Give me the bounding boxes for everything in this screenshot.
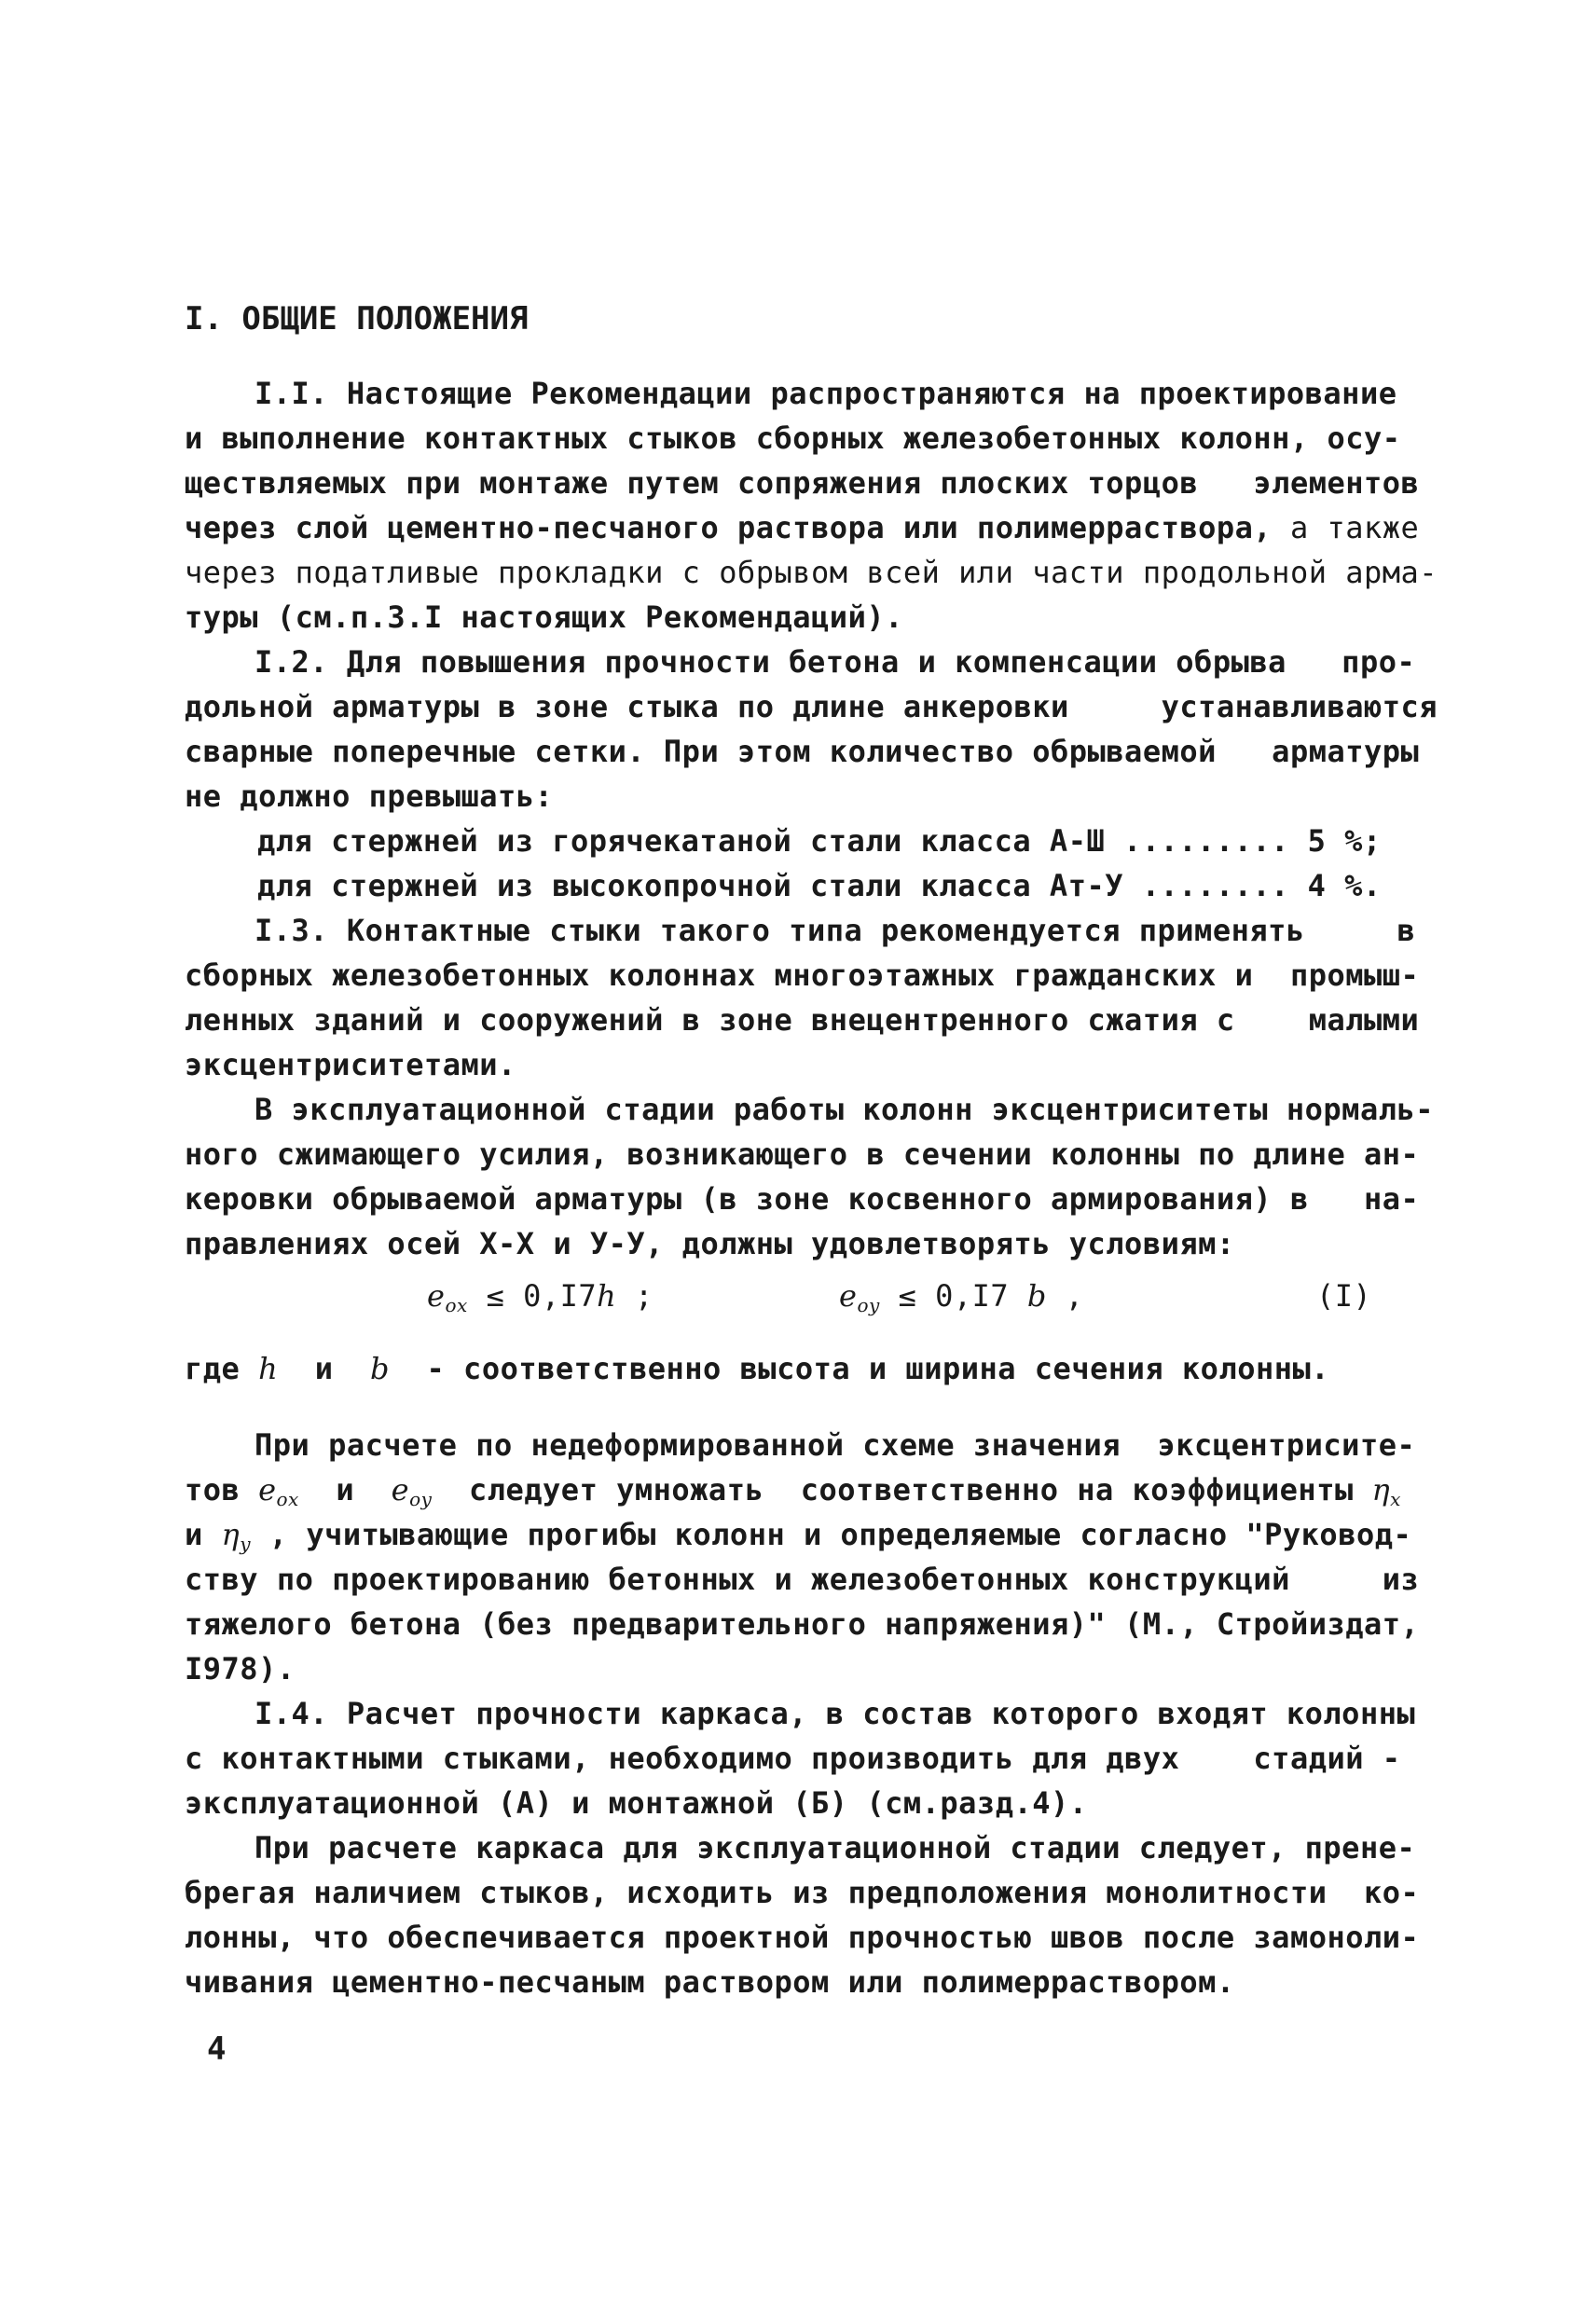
text-line: При расчете каркаса для эксплуатационной стадии следует, прене- [255, 1830, 1416, 1866]
text-line: и $\eta_y$ , учитывающие прогибы колонн и определяемые согласно "Руковод- [185, 1517, 1412, 1555]
text-line: I.3. Контактные стыки такого типа рекомендуется применять в [255, 913, 1416, 948]
formula-condition-x: $e_{ox} \le 0,I7h$ ; [427, 1278, 654, 1316]
text-line: дольной арматуры в зоне стыка по длине анкеровки устанавливаются [185, 689, 1438, 724]
section-heading: I. ОБЩИЕ ПОЛОЖЕНИЯ [185, 300, 529, 337]
text-line: В эксплуатационной стадии работы колонн эксцентриситеты нормаль- [255, 1092, 1434, 1127]
text-line: для стержней из высокопрочной стали класса Ат-У ........ 4 %. [257, 868, 1382, 903]
text-line: туры (см.п.3.I настоящих Рекомендаций). [185, 599, 903, 635]
text-line: чивания цементно-песчаным раствором или полимерраствором. [185, 1964, 1235, 2000]
text-line: При расчете по недеформированной схеме значения эксцентриситe- [255, 1427, 1416, 1463]
text-line: для стержней из горячекатаной стали класса А-Ш ......... 5 %; [257, 823, 1382, 859]
text-line: сборных железобетонных колоннах многоэтажных гражданских и промыш- [185, 957, 1420, 993]
text-line: с контактными стыками, необходимо производить для двух стадий - [185, 1741, 1401, 1776]
page-number: 4 [207, 2031, 227, 2068]
text-line: I.4. Расчет прочности каркаса, в состав которого входят колонны [255, 1696, 1416, 1731]
text-line: I.2. Для повышения прочности бетона и компенсации обрыва про- [255, 644, 1416, 680]
text-line: и выполнение контактных стыков сборных железобетонных колонн, осу- [185, 420, 1401, 456]
text-line: сварные поперечные сетки. При этом количество обрываемой арматуры [185, 734, 1420, 769]
formula-number: (I) [1316, 1278, 1372, 1314]
text-line: не должно превышать: [185, 778, 554, 814]
text-line: ного сжимающего усилия, возникающего в сечении колонны по длине ан- [185, 1136, 1420, 1172]
text-line: эксцентриситетами. [185, 1047, 516, 1082]
text-line: эксплуатационной (А) и монтажной (Б) (см.разд.4). [185, 1785, 1088, 1821]
text-line: ленных зданий и сооружений в зоне внецентренного сжатия с малыми [185, 1002, 1420, 1038]
text-line: ществляемых при монтаже путем сопряжения плоских торцов элементов [185, 465, 1420, 501]
text-line: где h и b - соответственно высота и ширина сечения колонны. [185, 1351, 1330, 1386]
text-line: правлениях осей Х-Х и У-У, должны удовлетворять условиям: [185, 1226, 1235, 1261]
text-line: через податливые прокладки с обрывом всей или части продольной арма- [185, 555, 1438, 590]
text-line: тяжелого бетона (без предварительного напряжения)" (М., Стройиздат, [185, 1606, 1420, 1642]
text-line: лонны, что обеспечивается проектной прочностью швов после замоноли- [185, 1920, 1420, 1955]
text-line: керовки обрываемой арматуры (в зоне косвенного армирования) в на- [185, 1181, 1420, 1217]
text-line: ству по проектированию бетонных и железобетонных конструкций из [185, 1562, 1420, 1597]
text-line: брегая наличием стыков, исходить из предположения монолитности ко- [185, 1875, 1420, 1910]
text-line: тов $e_{ox}$ и $e_{oy}$ следует умножать соответственно на коэффициенты $\eta_x$ [185, 1472, 1401, 1510]
text-line: I.I. Настоящие Рекомендации распространяются на проектирование [255, 376, 1397, 411]
text-line: I978). [185, 1651, 296, 1687]
formula-condition-y: $e_{oy} \le 0,I7$ b , [839, 1278, 1084, 1316]
text-line: через слой цементно-песчаного раствора или полимерраствора, а также [185, 510, 1420, 545]
